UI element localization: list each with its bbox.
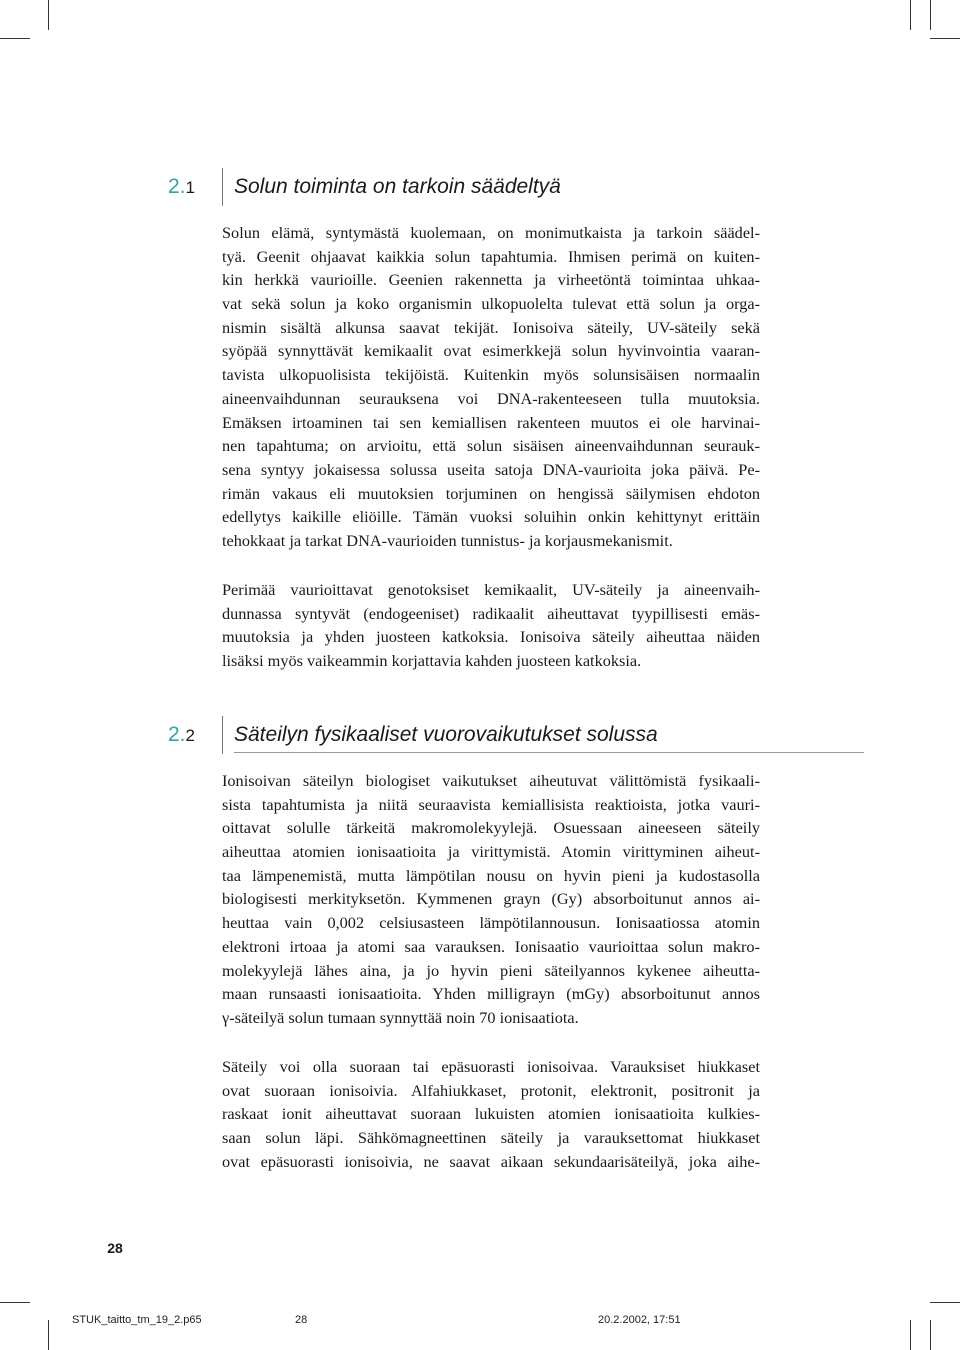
text-line: Ionisoivan säteilyn biologiset vaikutukset aiheutuvat välittömistä fysikaali-	[222, 771, 760, 790]
text-line: γ-säteilyä solun tumaan synnyttää noin 70 ionisaatiota.	[222, 1007, 579, 1027]
text-line: syöpää synnyttävät kemikaalit ovat esimerkkejä solun hyvinvointia vaaran-	[222, 341, 760, 361]
text-line: sena syntyy jokaisessa solussa useita satoja DNA-vaurioita joka päivä. Pe-	[222, 459, 760, 479]
text-line: vat sekä solun ja koko organismin ulkopuolelta tulevat että solun ja orga-	[222, 294, 760, 314]
slug-filename: STUK_taitto_tm_19_2.p65	[72, 1314, 202, 1326]
text-line: taa lämpenemistä, mutta lämpötilan nousu on hyvin pieni ja kudostasolla	[222, 865, 760, 885]
paragraph	[222, 578, 760, 673]
text-line: saan solun läpi. Sähkömagneettinen säteily ja varauksettomat hiukkaset	[222, 1128, 760, 1148]
text-line: Emäksen irtoaminen tai sen kemiallisen rakenteen muutos ei ole harvinai-	[222, 412, 760, 432]
heading-divider	[222, 716, 223, 754]
section-heading	[168, 170, 561, 204]
text-line: tyä. Geenit ohjaavat kaikkia solun tapahtumia. Ihmisen perimä on kuiten-	[222, 246, 760, 266]
text-line: muutoksia ja yhden juosteen katkoksia. Ionisoiva säteily aiheuttaa näiden	[222, 627, 760, 647]
text-line: rimän vakaus eli muutoksien torjuminen on hengissä säilymisen ehdoton	[222, 483, 760, 503]
heading-underline	[234, 752, 864, 753]
text-line: tavista ulkopuolisista tekijöistä. Kuitenkin myös solunsisäisen normaalin	[222, 365, 760, 385]
heading-divider	[222, 168, 223, 206]
section-number: 2.1	[168, 175, 195, 198]
text-line: kin herkkä vaurioille. Geenien rakennetta ja virheetöntä toimintaa uhkaa-	[222, 270, 760, 290]
text-line: sista tapahtumista ja niitä seuraavista kemiallisista reaktioista, jotka vauri-	[222, 794, 760, 814]
text-line: raskaat ionit aiheuttavat suoraan lukuisten atomien ionisaatioita kulkies-	[222, 1104, 760, 1124]
text-line: maan runsaasti ionisaatioita. Yhden milligrayn (mGy) absorboitunut annos	[222, 984, 760, 1004]
section-title: Solun toiminta on tarkoin säädeltyä	[234, 175, 561, 198]
text-line: Säteily voi olla suoraan tai epäsuorasti ionisoivaa. Varauksiset hiukkaset	[222, 1057, 760, 1076]
text-line: ovat suoraan ionisoivia. Alfahiukkaset, protonit, elektronit, positronit ja	[222, 1080, 760, 1100]
text-line: elektroni irtoaa ja atomi saa varauksen. Ionisaatio vaurioittaa solun makro-	[222, 936, 760, 956]
paragraph	[222, 769, 760, 1030]
text-line: dunnassa syntyvät (endogeeniset) radikaalit aiheuttavat tyypillisesti emäs-	[222, 603, 760, 623]
text-line: nen tapahtuma; on arvioitu, että solun sisäisen aineenvaihdunnan seurauk-	[222, 436, 760, 456]
slug-datetime: 20.2.2002, 17:51	[598, 1314, 681, 1326]
text-line: molekyylejä lähes aina, ja jo hyvin pieni säteilyannos kykenee aiheutta-	[222, 960, 760, 980]
paragraph	[222, 221, 760, 553]
section-title: Säteilyn fysikaaliset vuorovaikutukset solussa	[234, 723, 658, 746]
section-heading	[168, 718, 658, 752]
text-line: ovat epäsuorasti ionisoivia, ne saavat aikaan sekundaarisäteilyä, joka aihe-	[222, 1151, 760, 1171]
text-line: edellytys kaikille eliöille. Tämän vuoksi soluihin onkin kehittynyt erittäin	[222, 507, 760, 527]
text-line: lisäksi myös vaikeammin korjattavia kahden juosteen katkoksia.	[222, 651, 642, 671]
slug-page: 28	[295, 1314, 308, 1326]
text-line: aiheuttaa atomien ionisaatioita ja virittymistä. Atomin virittyminen aiheut-	[222, 842, 760, 862]
text-line: oittavat solulle tärkeitä makromolekyylejä. Osuessaan aineeseen säteily	[222, 818, 760, 838]
text-line: aineenvaihdunnan seurauksena voi DNA-rakenteeseen tulla muutoksia.	[222, 388, 760, 408]
text-line: tehokkaat ja tarkat DNA-vaurioiden tunnistus- ja korjausmekanismit.	[222, 530, 673, 550]
text-line: Solun elämä, syntymästä kuolemaan, on monimutkaista ja tarkoin säädel-	[222, 223, 760, 242]
text-line: nismin sisältä alkunsa saavat tekijät. Ionisoiva säteily, UV-säteily sekä	[222, 317, 760, 337]
text-line: heuttaa vain 0,002 celsiusasteen lämpötilannousun. Ionisaatiossa atomin	[222, 913, 760, 933]
paragraph	[222, 1055, 760, 1173]
text-line: Perimää vaurioittavat genotoksiset kemikaalit, UV-säteily ja aineenvaih-	[222, 580, 760, 599]
text-line: biologisesti merkityksetön. Kymmenen grayn (Gy) absorboitunut annos ai-	[222, 889, 760, 909]
page-number: 28	[107, 1240, 123, 1256]
section-number: 2.2	[168, 723, 195, 746]
